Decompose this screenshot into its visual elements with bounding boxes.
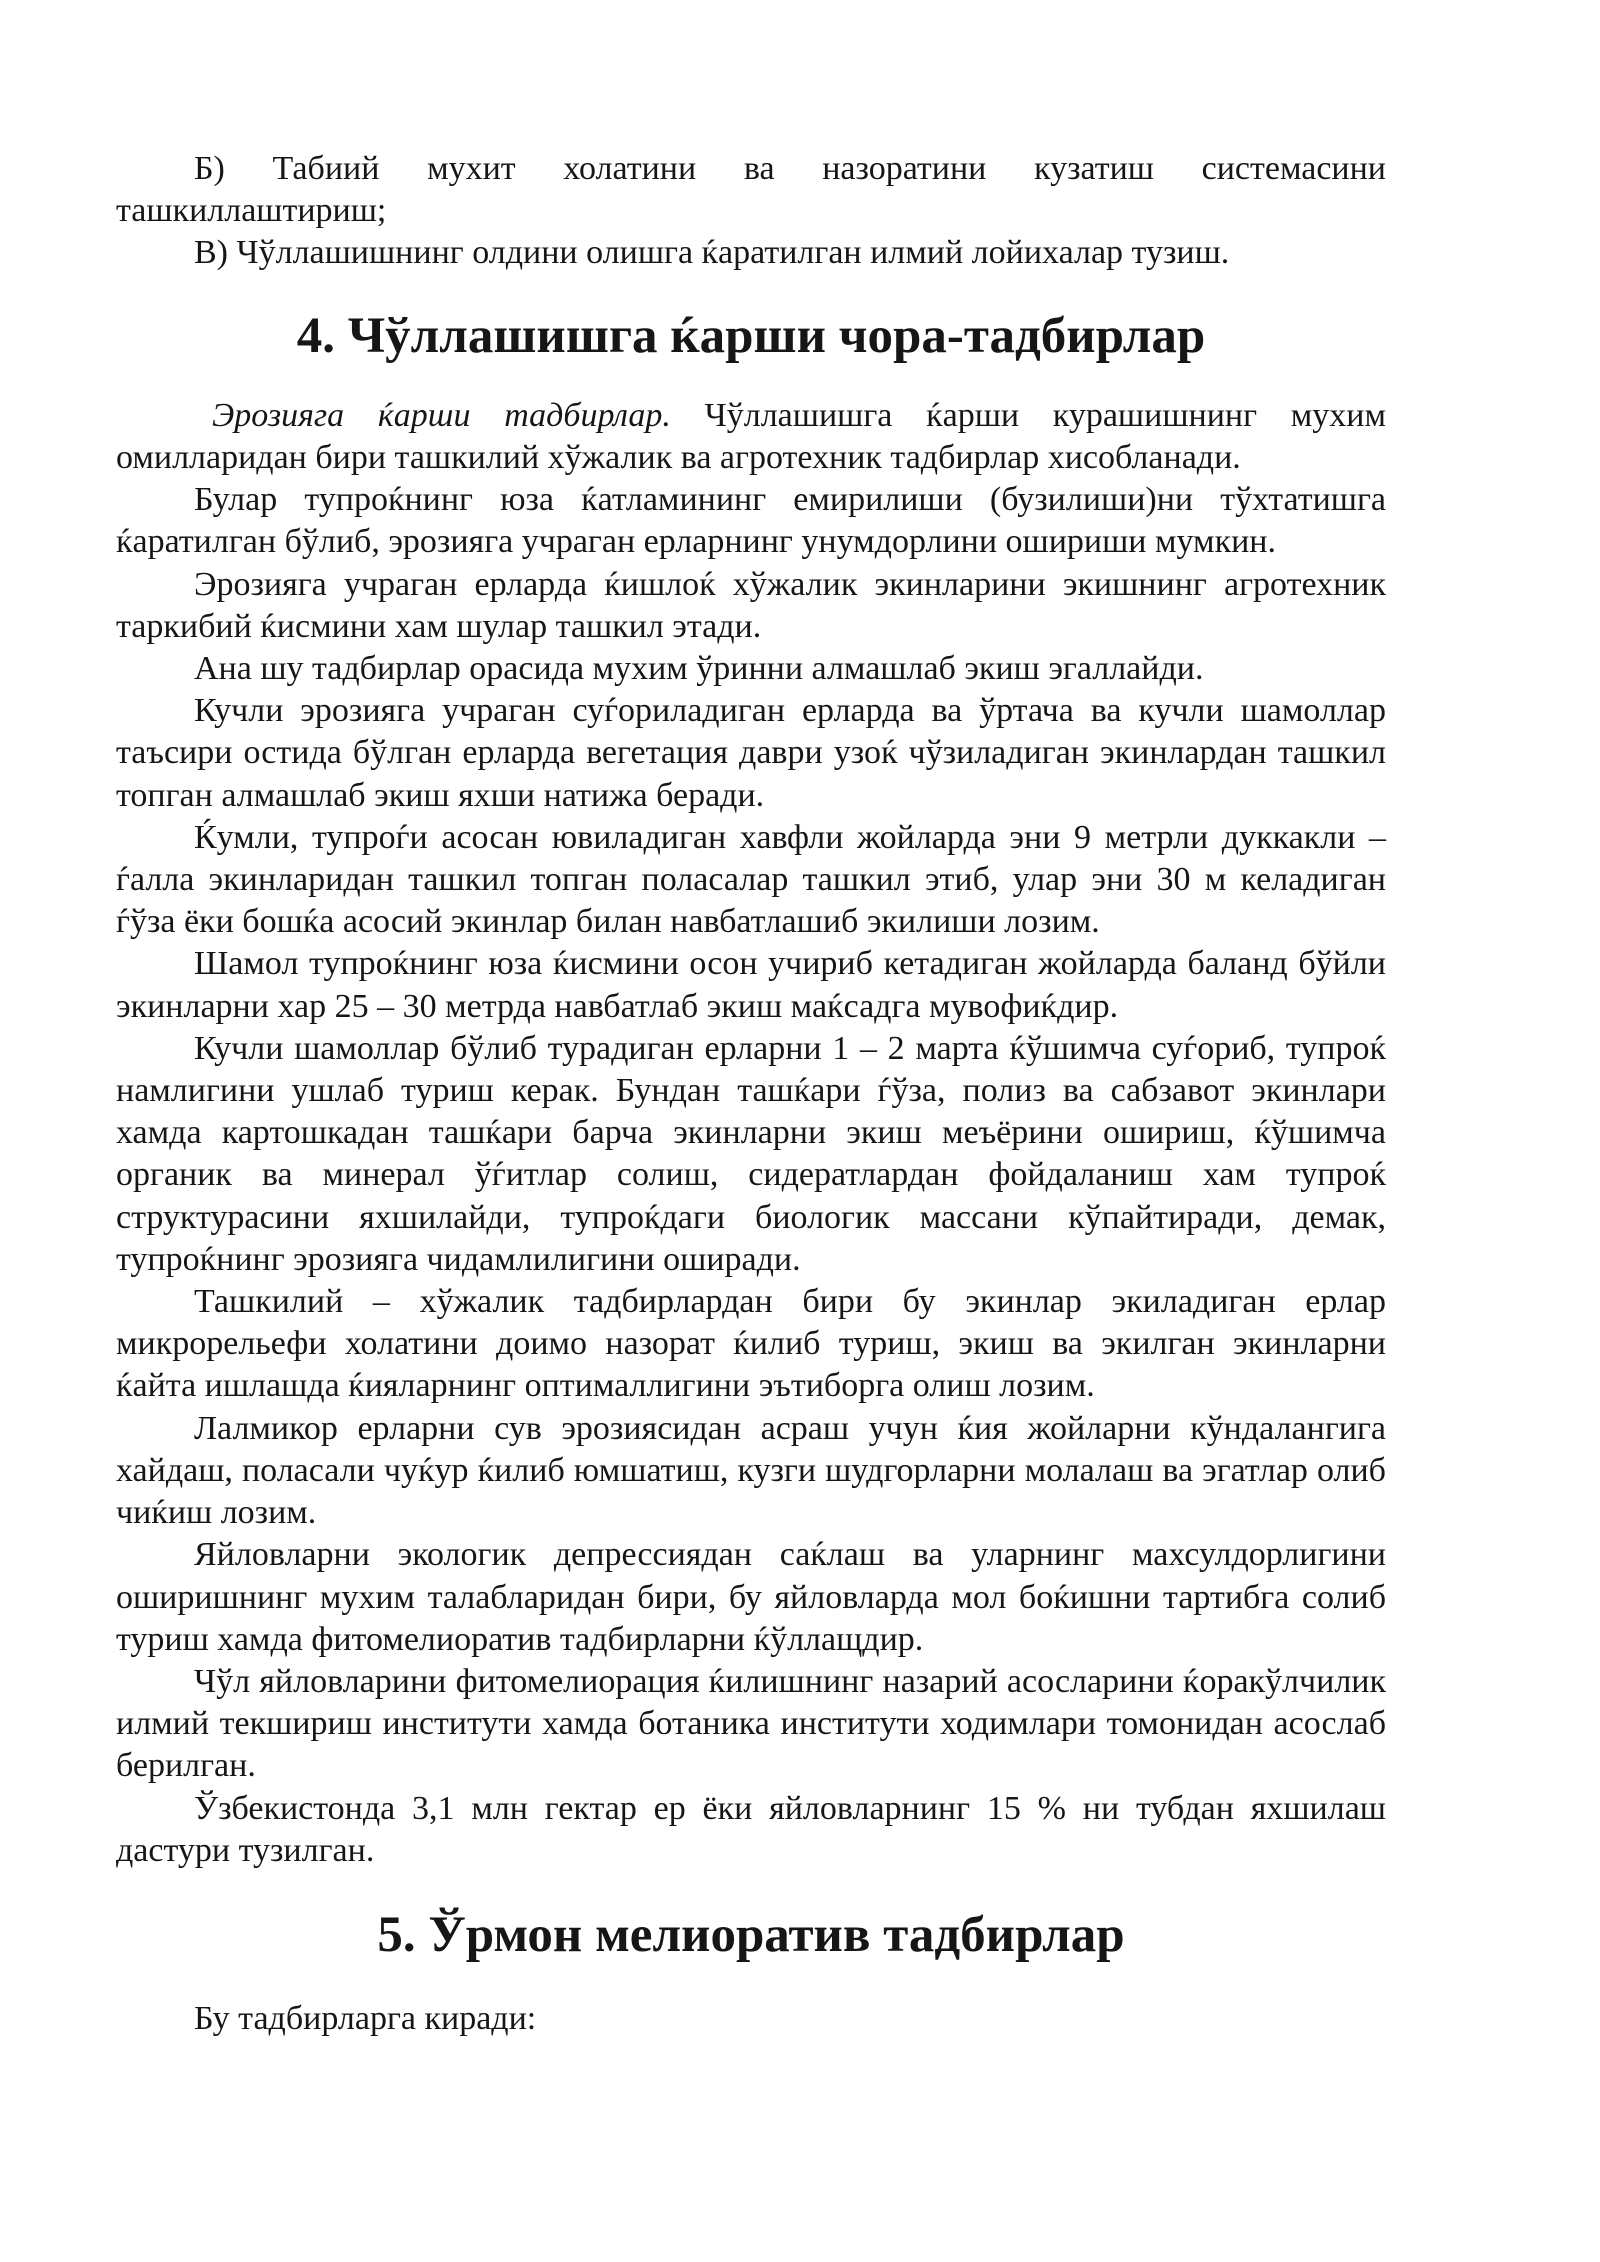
paragraph: Лалмикор ерларни сув эрозиясидан асраш учун ќия жойларни кўндалангига хайдаш, поласали чуќур ќилиб юмшатиш, кузги шудгорларни молалаш ва эгатлар олиб чиќиш лозим.	[116, 1409, 1386, 1532]
paragraph: Бу тадбирларга киради:	[194, 2000, 537, 2038]
intro-italic-lead: Эрозияга ќарши тадбирлар.	[212, 396, 671, 434]
intro-rest-text: Чўллашишга ќарши курашишнинг мухим омилларидан бири ташкилий хўжалик ва агротехник тадбирлар хисобланади.	[116, 396, 1386, 477]
paragraph: Шамол тупроќнинг юза ќисмини осон учириб кетадиган жойларда баланд бўйли экинларни хар 25 – 30 метрда навбатлаб экиш маќсадга мувофиќдир.	[116, 945, 1386, 1025]
document-page	[116, 148, 1386, 2040]
paragraph: Кучли шамоллар бўлиб турадиган ерларни 1 – 2 марта ќўшимча суѓориб, тупроќ намлигини ушлаб туриш керак. Бундан ташќари ѓўза, полиз ва сабзавот экинлари хамда картошкадан ташќари барча экинларни экиш меъёрини ошириш, ќўшимча органик ва минерал ўѓитлар солиш, сидератлардан фойдаланиш хам тупроќ структурасини яхшилайди, тупроќдаги биологик массани кўпайтиради, демак, тупроќнинг эрозияга чидамлилигини оширади.	[116, 1029, 1386, 1278]
paragraph: Ўзбекистонда 3,1 млн гектар ер ёки яйловларнинг 15 % ни тубдан яхшилаш дастури тузилган.	[116, 1789, 1386, 1869]
paragraph: Эрозияга учраган ерларда ќишлоќ хўжалик экинларини экишнинг агротехник таркибий ќисмини хам шулар ташкил этади.	[116, 565, 1386, 645]
paragraph: Чўл яйловларини фитомелиорация ќилишнинг назарий асосларини ќоракўлчилик илмий текшириш институти хамда ботаника институти ходимлари томонидан асослаб берилган.	[116, 1662, 1386, 1785]
paragraph: Ќумли, тупроѓи асосан ювиладиган хавфли жойларда эни 9 метрли дуккакли – ѓалла экинларидан ташкил топган поласалар ташкил этиб, улар эни 30 м келадиган ѓўза ёки бошќа асосий экинлар билан навбатлашиб экилиши лозим.	[116, 818, 1386, 941]
paragraph: Ана шу тадбирлар орасида мухим ўринни алмашлаб экиш эгаллайди.	[194, 650, 1204, 688]
paragraph: Булар тупроќнинг юза ќатламининг емирилиши (бузилиши)ни тўхтатишга ќаратилган бўлиб, эрозияга учраган ерларнинг унумдорлини ошириши мумкин.	[116, 481, 1386, 561]
paragraph: Яйловларни экологик депрессиядан саќлаш ва уларнинг махсулдорлигини оширишнинг мухим талабларидан бири, бу яйловларда мол боќишни тартибга солиб туриш хамда фитомелиоратив тадбирларни ќўллащдир.	[116, 1536, 1386, 1658]
section-4-intro-paragraph	[116, 395, 1386, 479]
section-4-heading: 4. Чўллашишга ќарши чора-тадбирлар	[296, 307, 1206, 364]
paragraph-item-v: В) Чўллашишнинг олдини олишга ќаратилган илмий лойихалар тузиш.	[194, 234, 1230, 272]
paragraph: Кучли эрозияга учраган суѓориладиган ерларда ва ўртача ва кучли шамоллар таъсири остида бўлган ерларда вегетация даври узоќ чўзиладиган экинлардан ташкил топган алмашлаб экиш яхши натижа беради.	[116, 692, 1386, 814]
paragraph: Ташкилий – хўжалик тадбирлардан бири бу экинлар экиладиган ерлар микрорельефи холатини доимо назорат ќилиб туриш, экиш ва экилган экинларни ќайта ишлашда ќияларнинг оптималлигини эътиборга олиш лозим.	[116, 1283, 1386, 1405]
section-5-heading: 5. Ўрмон мелиоратив тадбирлар	[377, 1906, 1125, 1963]
paragraph-item-b: Б) Табиий мухит холатини ва назоратини кузатиш системасини ташкиллаштириш;	[116, 150, 1386, 230]
